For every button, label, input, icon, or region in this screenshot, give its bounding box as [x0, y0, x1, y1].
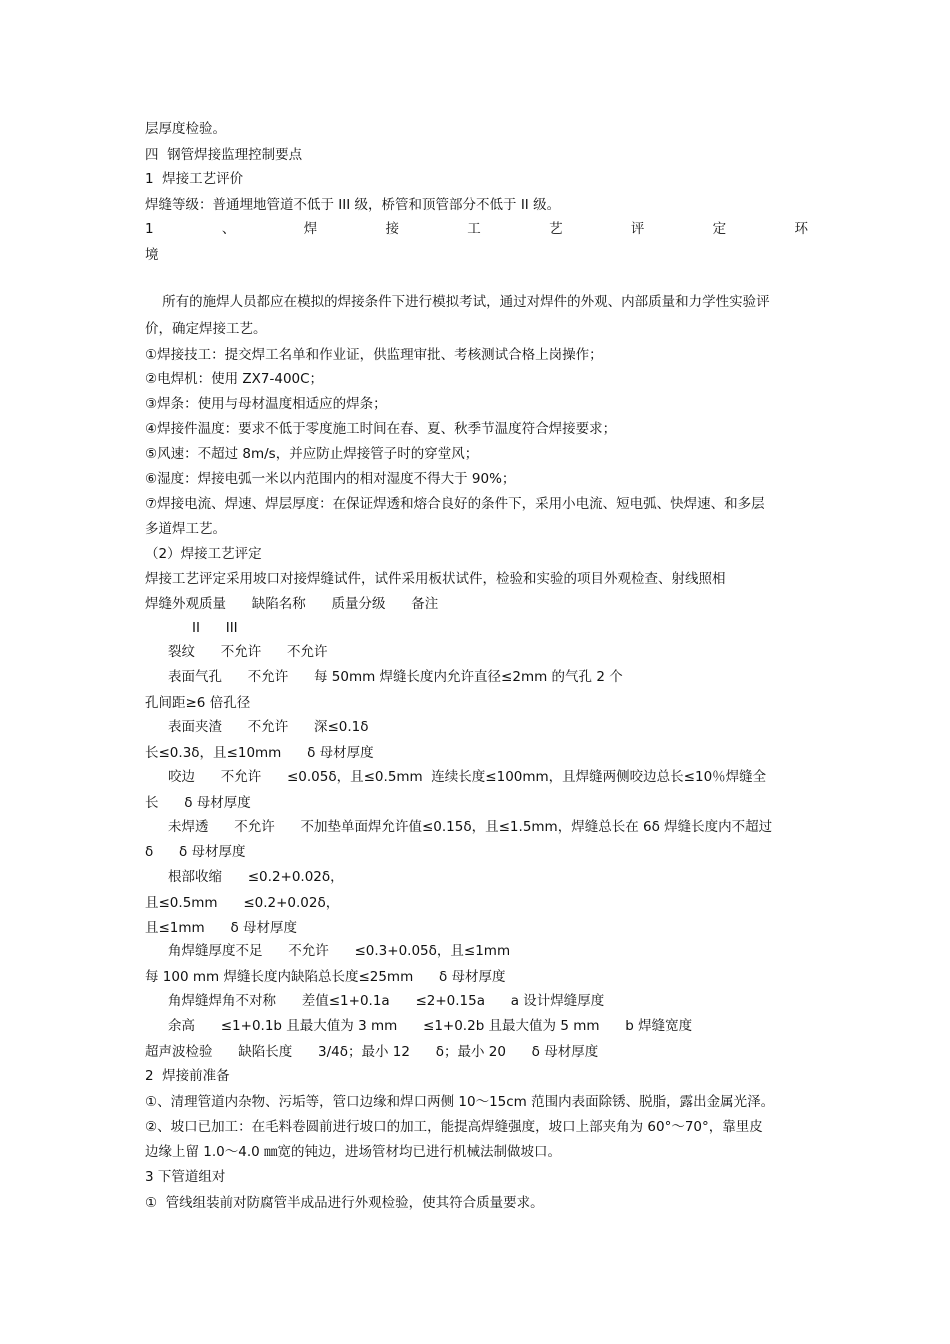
- table-row: 表面夹渣 不允许 深≤0.1δ: [168, 719, 369, 735]
- table-row: 且≤1mm δ 母材厚度: [145, 920, 298, 936]
- heading-char: 接: [385, 221, 399, 237]
- list-item: ①、清理管道内杂物、污垢等，管口边缘和焊口两侧 10～15cm 范围内表面除锈、脱脂，露出金属光泽。: [145, 1094, 775, 1110]
- subsection-heading: 1 焊接工艺评价: [145, 171, 244, 187]
- heading-char: 1: [145, 221, 154, 237]
- list-item: ① 管线组装前对防腐管半成品进行外观检验，使其符合质量要求。: [145, 1195, 544, 1211]
- list-item: ⑤风速：不超过 8m/s，并应防止焊接管子时的穿堂风；: [145, 446, 479, 462]
- heading-char: 焊: [303, 221, 318, 237]
- table-row: 孔间距≥6 倍孔径: [145, 695, 251, 711]
- heading-char: 、: [221, 221, 236, 237]
- list-item: ③焊条：使用与母材温度相适应的焊条；: [145, 396, 387, 412]
- table-row: 角焊缝焊角不对称 差值≤1+0.1a ≤2+0.15a a 设计焊缝厚度: [168, 993, 605, 1009]
- section-heading: 四 钢管焊接监理控制要点: [145, 147, 303, 163]
- heading-char: 工: [467, 221, 481, 237]
- heading-char: 艺: [549, 221, 563, 237]
- justified-heading: [145, 219, 808, 239]
- text-line: 焊缝等级：普通埋地管道不低于 III 级，桥管和顶管部分不低于 II 级。: [145, 197, 561, 213]
- table-row: 裂纹 不允许 不允许: [168, 644, 328, 660]
- heading-char: 环: [794, 221, 808, 237]
- text-line: 境: [145, 247, 159, 263]
- table-row: 超声波检验 缺陷长度 3/4δ；最小 12 δ；最小 20 δ 母材厚度: [145, 1044, 599, 1060]
- table-row: 根部收缩 ≤0.2+0.02δ，: [168, 869, 344, 885]
- paragraph-line: 所有的施焊人员都应在模拟的焊接条件下进行模拟考试，通过对焊件的外观、内部质量和力学性实验评: [145, 294, 770, 310]
- table-row: 余高 ≤1+0.1b 且最大值为 3 mm ≤1+0.2b 且最大值为 5 mm b 焊缝宽度: [168, 1018, 693, 1034]
- list-item: ④焊接件温度：要求不低于零度施工时间在春、夏、秋季节温度符合焊接要求；: [145, 421, 617, 437]
- text-line: 层厚度检验。: [145, 121, 226, 137]
- list-item: 边缘上留 1.0～4.0 ㎜宽的钝边，进场管材均已进行机械法制做坡口。: [145, 1144, 562, 1160]
- text-line: 焊接工艺评定采用坡口对接焊缝试件，试件采用板状试件，检验和实验的项目外观检查、射线照相: [145, 571, 726, 587]
- list-item: ⑥湿度：焊接电弧一米以内范围内的相对湿度不得大于 90%；: [145, 471, 516, 487]
- table-row: 角焊缝厚度不足 不允许 ≤0.3+0.05δ，且≤1mm: [168, 943, 511, 959]
- list-item: ①焊接技工：提交焊工名单和作业证，供监理审批、考核测试合格上岗操作；: [145, 347, 603, 363]
- subsection-heading: 2 焊接前准备: [145, 1068, 230, 1084]
- list-item: ②、坡口已加工：在毛料卷圆前进行坡口的加工，能提高焊缝强度，坡口上部夹角为 60°～70°，靠里皮: [145, 1119, 763, 1135]
- paragraph-line: 价，确定焊接工艺。: [145, 321, 267, 337]
- table-row: 长≤0.3δ，且≤10mm δ 母材厚度: [145, 745, 374, 761]
- list-item: ⑦焊接电流、焊速、焊层厚度：在保证焊透和熔合良好的条件下，采用小电流、短电弧、快焊速、和多层: [145, 496, 765, 512]
- table-row: 长 δ 母材厚度: [145, 795, 251, 811]
- table-header: 焊缝外观质量 缺陷名称 质量分级 备注: [145, 596, 439, 612]
- subsection-heading: 3 下管道组对: [145, 1169, 226, 1185]
- table-row: 咬边 不允许 ≤0.05δ，且≤0.5mm 连续长度≤100mm，且焊缝两侧咬边总长≤10％焊缝全: [168, 769, 767, 785]
- list-item: 多道焊工艺。: [145, 521, 226, 537]
- table-row: 每 100 mm 焊缝长度内缺陷总长度≤25mm δ 母材厚度: [145, 969, 506, 985]
- table-row: 表面气孔 不允许 每 50mm 焊缝长度内允许直径≤2mm 的气孔 2 个: [168, 669, 623, 685]
- subsection-heading: （2）焊接工艺评定: [145, 546, 262, 562]
- table-header-sub: II III: [192, 620, 238, 636]
- table-row: δ δ 母材厚度: [145, 844, 246, 860]
- heading-char: 定: [712, 221, 727, 237]
- table-row: 未焊透 不允许 不加垫单面焊允许值≤0.15δ，且≤1.5mm，焊缝总长在 6δ 焊缝长度内不超过: [168, 819, 773, 835]
- table-row: 且≤0.5mm ≤0.2+0.02δ，: [145, 895, 340, 911]
- list-item: ②电焊机：使用 ZX7-400C；: [145, 371, 324, 387]
- heading-char: 评: [630, 221, 645, 237]
